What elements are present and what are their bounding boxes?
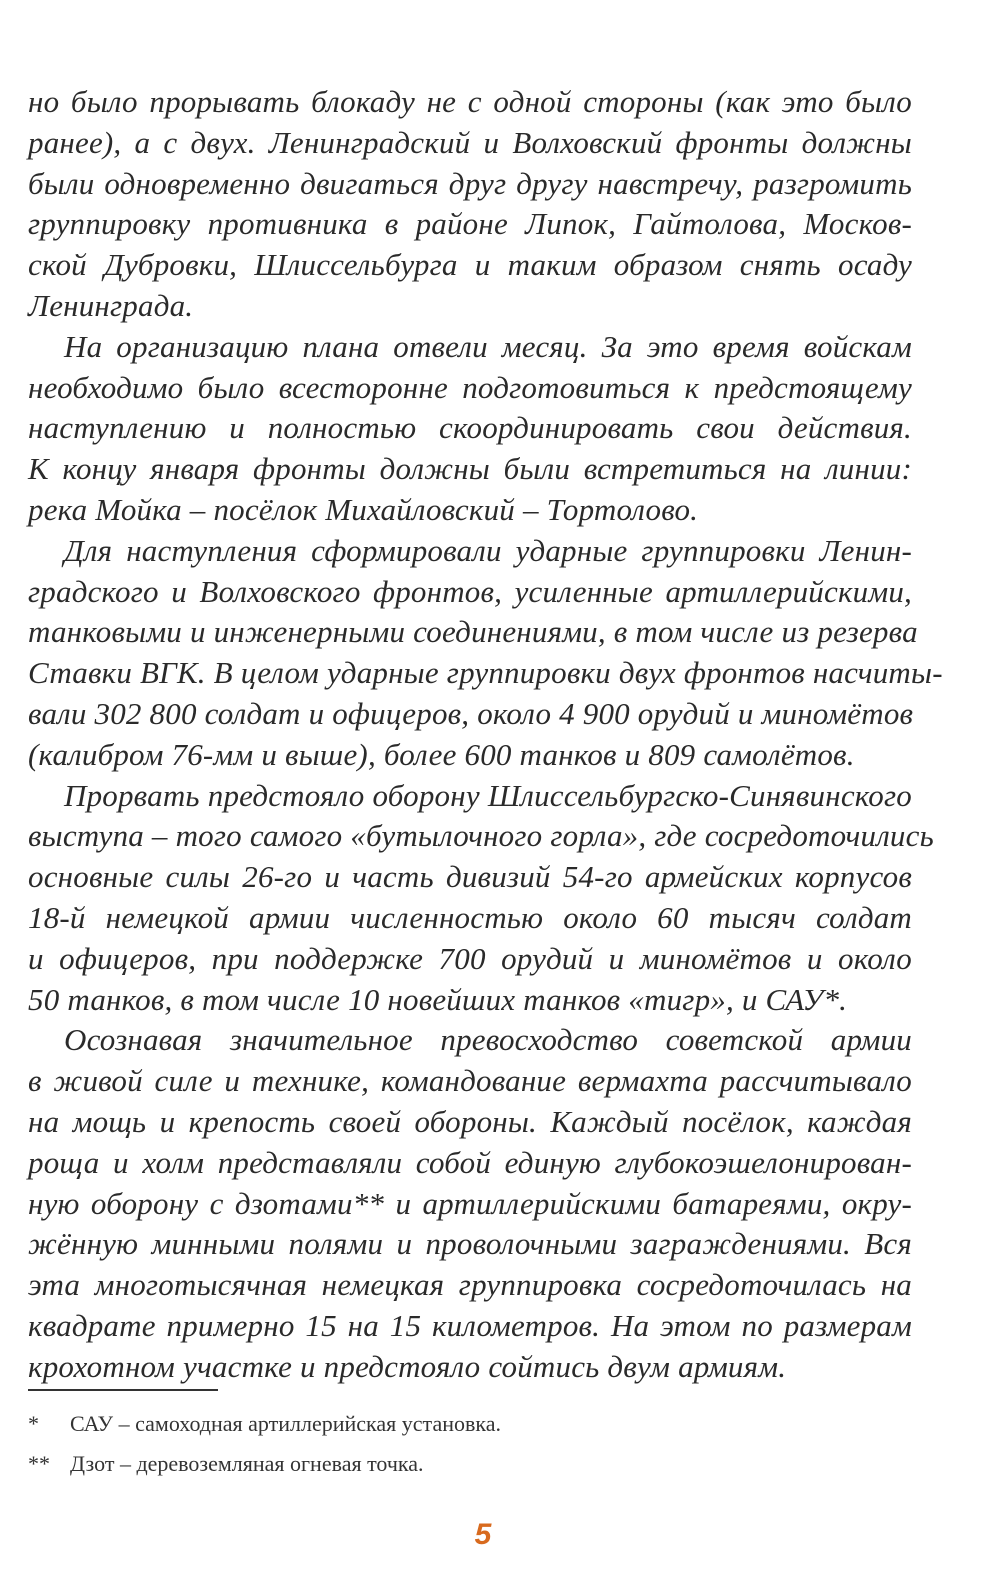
paragraph-line: Осознавая значительное превосходство советской армии	[64, 1022, 912, 1058]
paragraph-line: выступа – того самого «бутылочного горла», где сосредоточились	[28, 818, 934, 854]
footnote-2	[28, 1444, 908, 1484]
paragraph-line: на мощь и крепость своей обороны. Каждый посёлок, каждая	[28, 1103, 912, 1139]
paragraph-line: группировку противника в районе Липок, Гайтолова, Москов-	[28, 206, 912, 242]
paragraph-line: На организацию плана отвели месяц. За это время войскам	[64, 328, 912, 364]
paragraph-line: и офицеров, при поддержке 700 орудий и миномётов и около	[28, 940, 912, 976]
footnote-separator	[28, 1389, 218, 1391]
paragraph-line: ную оборону с дзотами** и артиллерийскими батареями, окру-	[28, 1185, 912, 1221]
paragraph-line: жённую минными полями и проволочными заграждениями. Вся	[28, 1226, 912, 1262]
paragraph-line: Для наступления сформировали ударные группировки Ленин-	[64, 532, 912, 568]
paragraph-line: Ставки ВГК. В целом ударные группировки двух фронтов насчиты-	[28, 655, 943, 691]
paragraph-line: 50 танков, в том числе 10 новейших танков «тигр», и САУ*.	[28, 981, 848, 1017]
paragraph-line: основные силы 26-го и часть дивизий 54-го армейских корпусов	[28, 859, 912, 895]
paragraph-line: 18-й немецкой армии численностью около 60 тысяч солдат	[28, 899, 912, 935]
paragraph-line: в живой силе и технике, командование вермахта рассчитывало	[28, 1063, 912, 1099]
paragraph-line: Ленинграда.	[28, 287, 194, 323]
paragraph-line: Прорвать предстояло оборону Шлиссельбургско-Синявинского	[64, 777, 912, 813]
footnote-1-mark: *	[28, 1411, 39, 1436]
paragraph-line: наступлению и полностью скоординировать свои действия.	[28, 410, 912, 446]
paragraph-line: К концу января фронты должны были встретиться на линии:	[28, 451, 912, 487]
paragraph-line: вали 302 800 солдат и офицеров, около 4 900 орудий и миномётов	[28, 695, 914, 731]
page-number: 5	[474, 1518, 492, 1551]
paragraph-line: были одновременно двигаться друг другу навстречу, разгромить	[28, 165, 912, 201]
paragraph-line: танковыми и инженерными соединениями, в том числе из резерва	[28, 614, 918, 650]
paragraph-line: но было прорывать блокаду не с одной стороны (как это было	[28, 84, 912, 119]
footnote-2-mark: **	[28, 1451, 50, 1476]
paragraph-line: градского и Волховского фронтов, усиленные артиллерийскими,	[28, 573, 912, 609]
footnote-2-text: Дзот – деревоземляная огневая точка.	[70, 1451, 424, 1476]
paragraph-line: необходимо было всесторонне подготовиться к предстоящему	[28, 369, 912, 405]
paragraph-line: река Мойка – посёлок Михайловский – Тортолово.	[28, 491, 699, 527]
paragraph-line: ранее), а с двух. Ленинградский и Волховский фронты должны	[28, 124, 912, 160]
footnotes	[28, 1404, 908, 1484]
paragraph-line: ской Дубровки, Шлиссельбурга и таким образом снять осаду	[28, 247, 912, 283]
paragraph-line: квадрате примерно 15 на 15 километров. На этом по размерам	[28, 1307, 912, 1343]
paragraph-line: крохотном участке и предстояло сойтись двум армиям.	[28, 1348, 787, 1384]
footnote-1	[28, 1404, 908, 1444]
footnote-1-text: САУ – самоходная артиллерийская установка.	[70, 1411, 501, 1436]
paragraph-line: эта многотысячная немецкая группировка сосредоточилась на	[28, 1267, 912, 1303]
main-text	[28, 82, 943, 1388]
paragraph-line: (калибром 76-мм и выше), более 600 танков и 809 самолётов.	[28, 736, 855, 772]
paragraph-line: роща и холм представляли собой единую глубокоэшелонирован-	[28, 1144, 912, 1180]
